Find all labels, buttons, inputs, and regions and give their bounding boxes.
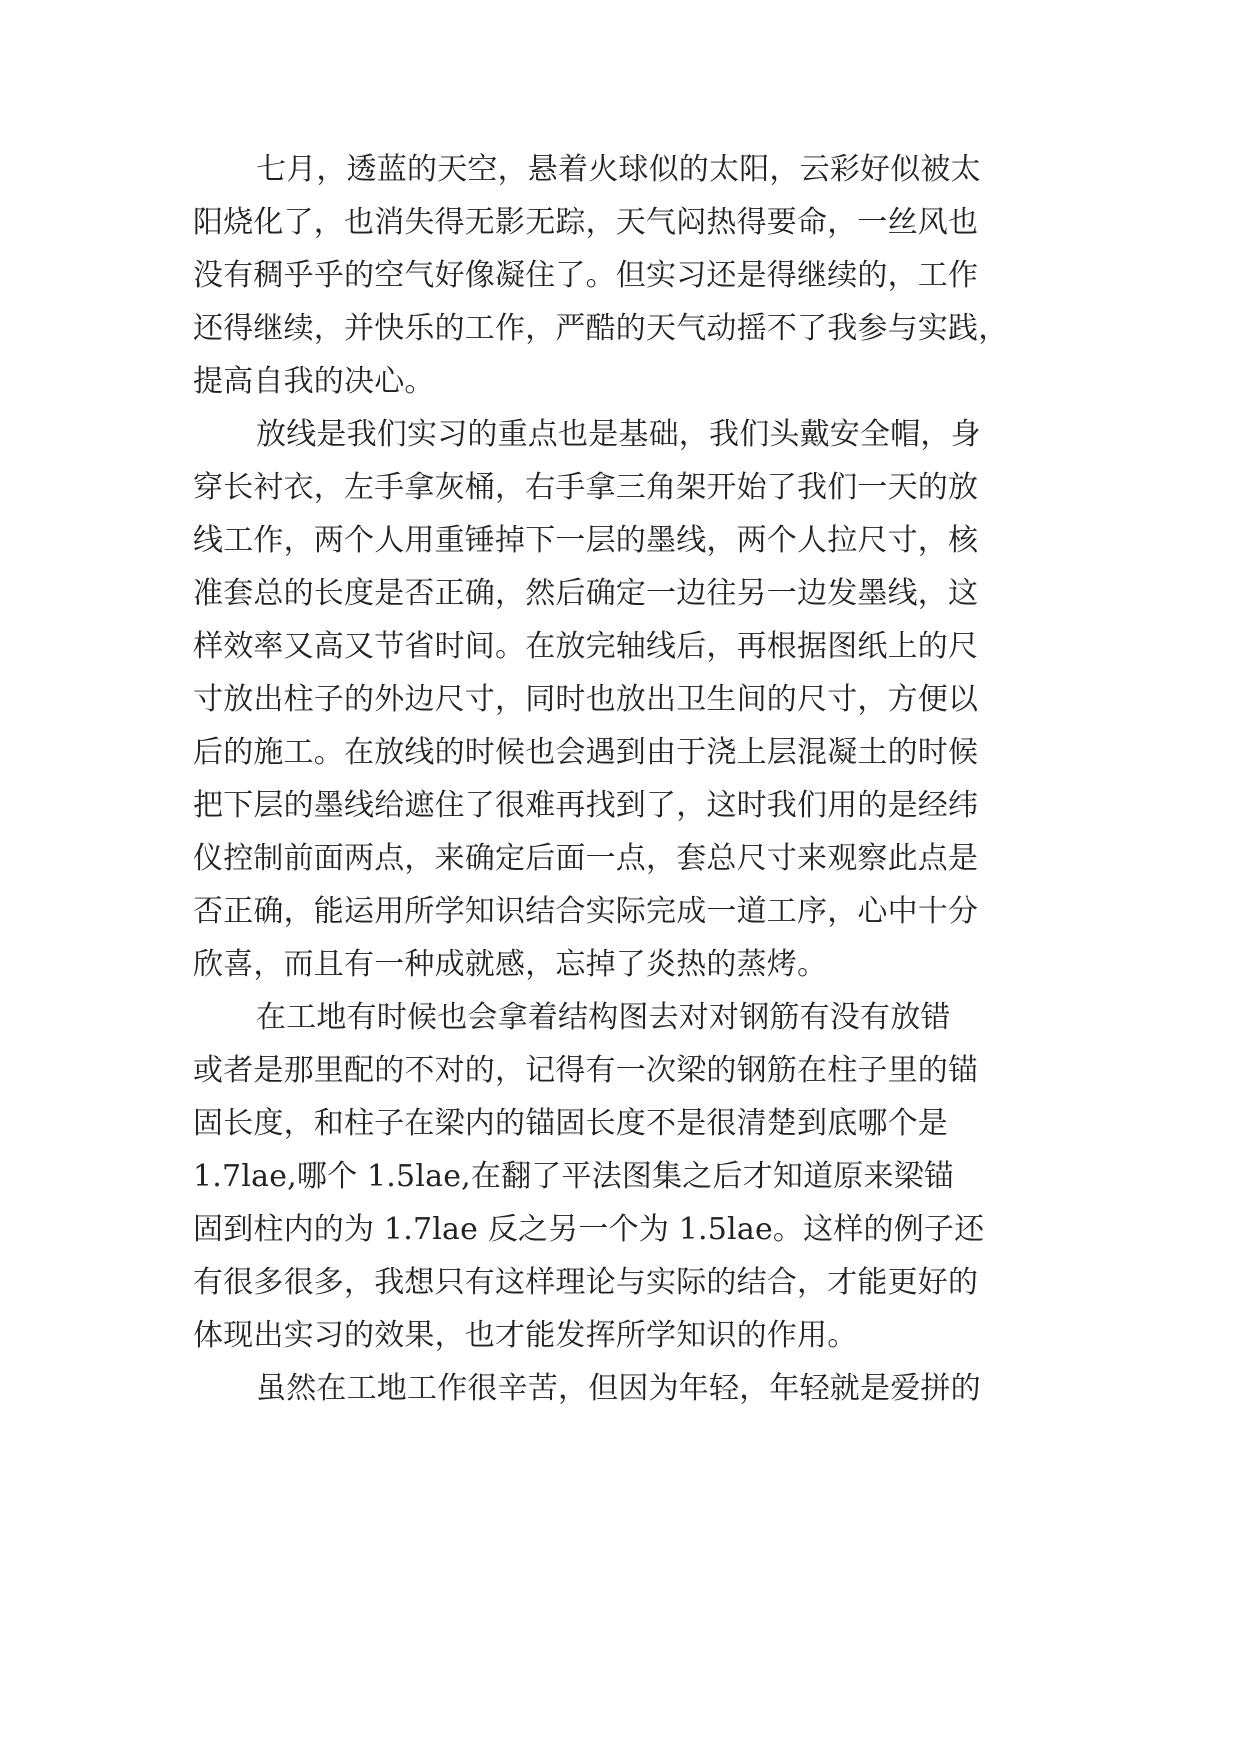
paragraph-line: 线工作，两个人用重锤掉下一层的墨线，两个人拉尺寸，核 [193, 523, 979, 558]
paragraph-line: 七月，透蓝的天空，悬着火球似的太阳，云彩好似被太 [256, 152, 981, 187]
paragraph-line: 穿长衬衣，左手拿灰桶，右手拿三角架开始了我们一天的放 [193, 470, 979, 505]
paragraph-line: 否正确，能运用所学知识结合实际完成一道工序，心中十分 [193, 894, 979, 929]
paragraph-line: 样效率又高又节省时间。在放完轴线后，再根据图纸上的尺 [193, 629, 979, 664]
paragraph-line: 体现出实习的效果，也才能发挥所学知识的作用。 [193, 1318, 858, 1353]
paragraph-line: 固长度，和柱子在梁内的锚固长度不是很清楚到底哪个是 [193, 1106, 948, 1141]
paragraph-line: 欣喜，而且有一种成就感，忘掉了炎热的蒸烤。 [193, 947, 828, 982]
paragraph-line: 提高自我的决心。 [193, 364, 435, 399]
paragraph-line: 或者是那里配的不对的，记得有一次梁的钢筋在柱子里的锚 [193, 1053, 979, 1088]
paragraph-line: 寸放出柱子的外边尺寸，同时也放出卫生间的尺寸，方便以 [193, 682, 979, 717]
paragraph-line: 1.7lae,哪个 1.5lae,在翻了平法图集之后才知道原来梁锚 [193, 1159, 955, 1194]
paragraph-line: 准套总的长度是否正确，然后确定一边往另一边发墨线，这 [193, 576, 979, 611]
paragraph-line: 虽然在工地工作很辛苦，但因为年轻，年轻就是爱拼的 [256, 1371, 981, 1406]
paragraph-line: 还得继续，并快乐的工作，严酷的天气动摇不了我参与实践， [193, 311, 1009, 346]
paragraph-line: 有很多很多，我想只有这样理论与实际的结合，才能更好的 [193, 1265, 979, 1300]
paragraph-line: 仪控制前面两点，来确定后面一点，套总尺寸来观察此点是 [193, 841, 979, 876]
paragraph-line: 放线是我们实习的重点也是基础，我们头戴安全帽，身 [256, 417, 981, 452]
paragraph-line: 后的施工。在放线的时候也会遇到由于浇上层混凝土的时候 [193, 735, 979, 770]
paragraph-line: 阳烧化了，也消失得无影无踪，天气闷热得要命，一丝风也 [193, 205, 979, 240]
paragraph-line: 固到柱内的为 1.7lae 反之另一个为 1.5lae。这样的例子还 [193, 1212, 985, 1247]
paragraph-line: 没有稠乎乎的空气好像凝住了。但实习还是得继续的，工作 [193, 258, 979, 293]
paragraph-line: 把下层的墨线给遮住了很难再找到了，这时我们用的是经纬 [193, 788, 979, 823]
paragraph-line: 在工地有时候也会拿着结构图去对对钢筋有没有放错 [256, 1000, 951, 1035]
